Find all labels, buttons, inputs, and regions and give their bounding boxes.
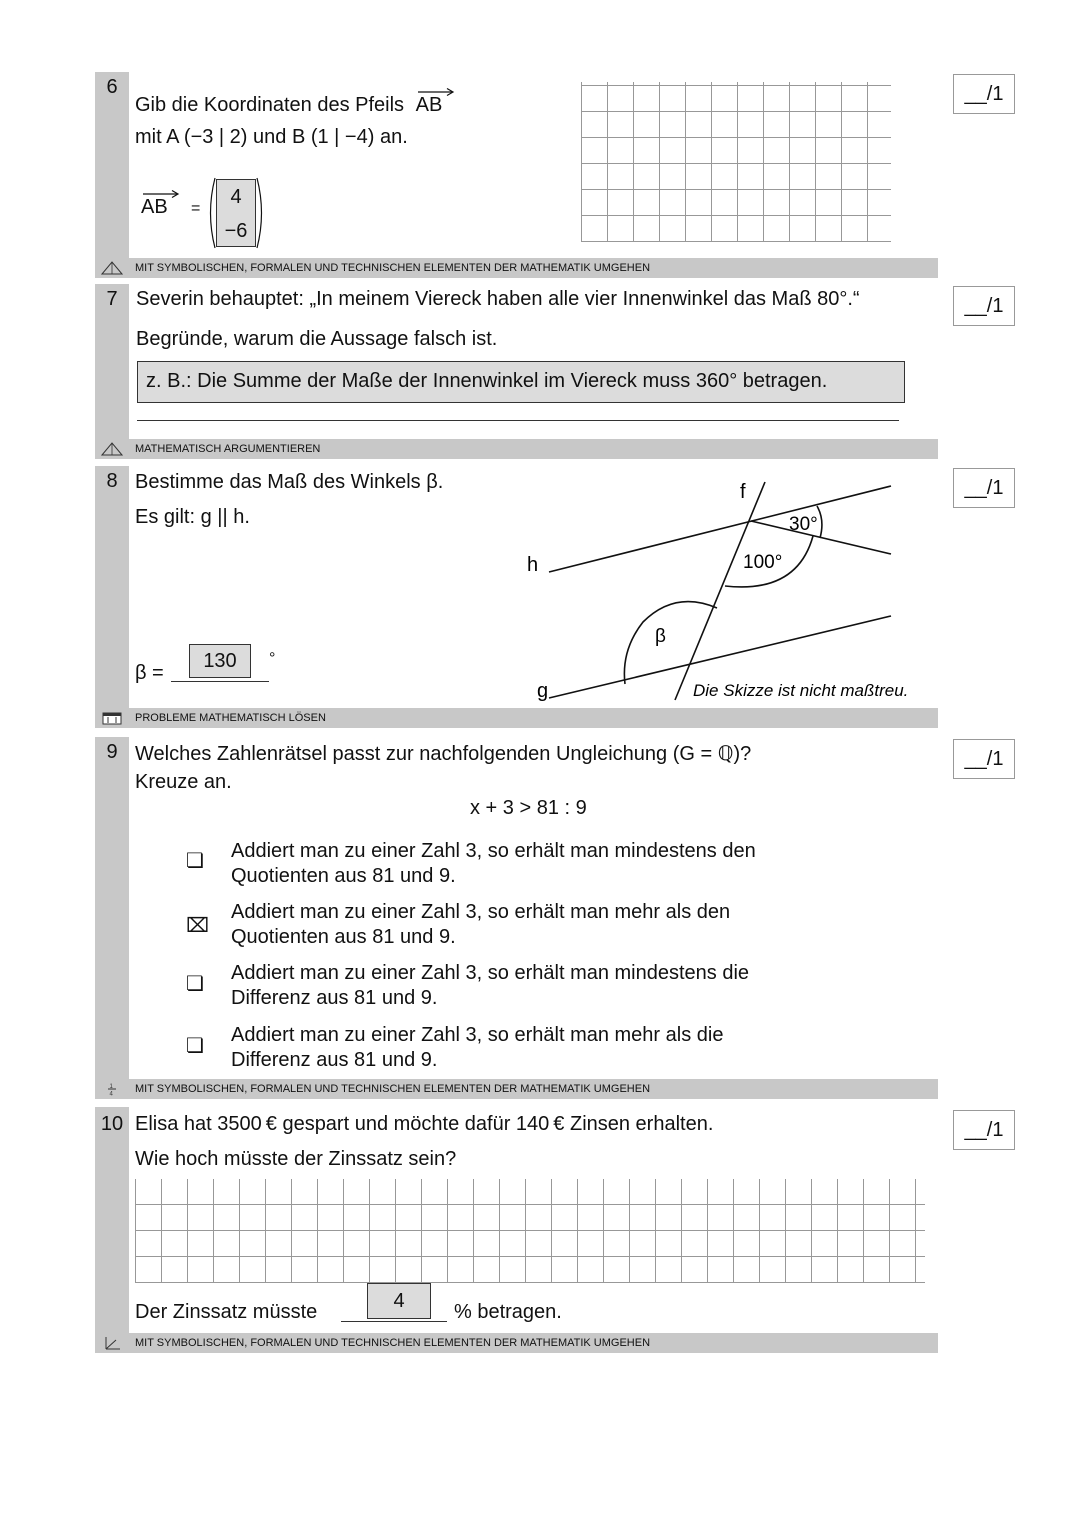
answer-suffix: % betragen. [454, 1301, 562, 1323]
score-box: __/1 [953, 74, 1015, 114]
answer-box: 4 [367, 1283, 431, 1319]
task-number: 6 [106, 76, 118, 98]
task-number-column [95, 72, 129, 258]
task-6 [95, 72, 938, 278]
line-f [675, 482, 765, 700]
option-checkbox[interactable]: ❏ [186, 850, 204, 872]
svg-text:1: 1 [109, 1084, 113, 1090]
task-text-line2: Wie hoch müsste der Zinssatz sein? [135, 1148, 457, 1170]
score-box: __/1 [953, 286, 1015, 326]
score-box: __/1 [953, 1110, 1015, 1150]
option-checkbox-checked[interactable]: ⌧ [186, 915, 210, 937]
answer-vector-label: AB [141, 196, 168, 219]
label-g: g [537, 680, 549, 702]
answer-box: 130 [189, 644, 251, 678]
answer-box: z. B.: Die Summe der Maße der Innenwinkel im Viereck muss 360° betragen. [137, 361, 905, 403]
score-box: __/1 [953, 468, 1015, 508]
task-number-column [95, 466, 129, 708]
label-angle-100: 100° [743, 552, 783, 573]
arc-30 [817, 506, 822, 538]
competence-footer: MIT SYMBOLISCHEN, FORMALEN UND TECHNISCHEN ELEMENTEN DER MATHEMATIK UMGEHEN [95, 1333, 938, 1353]
label-angle-beta: β [655, 626, 666, 647]
task-number: 10 [100, 1113, 124, 1135]
option-checkbox[interactable]: ❏ [186, 973, 204, 995]
task-text-line2: mit A (−3 | 2) und B (1 | −4) an. [135, 126, 408, 148]
label-f: f [740, 481, 746, 503]
competence-footer: MATHEMATISCH ARGUMENTIEREN [95, 439, 938, 459]
task-text-line2: Kreuze an. [135, 771, 232, 793]
vector-arrow-icon [416, 87, 456, 97]
task-8 [95, 466, 938, 728]
answer-underline [171, 681, 269, 682]
scratch-grid [581, 82, 891, 242]
option-text: Addiert man zu einer Zahl 3, so erhält man mehr als die Differenz aus 81 und 9. [231, 1024, 724, 1071]
answer-top: 4 [230, 186, 242, 208]
task-text-line1: Bestimme das Maß des Winkels β. [135, 471, 444, 493]
task-text-line1: Severin behauptet: „In meinem Viereck haben alle vier Innenwinkel das Maß 80°.“ [136, 288, 860, 310]
competence-footer: PROBLEME MATHEMATISCH LÖSEN [95, 708, 938, 728]
task-text: Gib die Koordinaten des Pfeils [135, 94, 405, 116]
answer-underline [341, 1321, 447, 1322]
competence-footer: MIT SYMBOLISCHEN, FORMALEN UND TECHNISCHEN ELEMENTEN DER MATHEMATIK UMGEHEN [95, 258, 938, 278]
score-box: __/1 [953, 739, 1015, 779]
arc-beta [624, 602, 717, 684]
diagram-note: Die Skizze ist nicht maßtreu. [693, 681, 909, 700]
option-text: Addiert man zu einer Zahl 3, so erhält man mehr als den Quotienten aus 81 und 9. [231, 901, 731, 948]
inequality: x + 3 > 81 : 9 [470, 797, 587, 819]
option-text: Addiert man zu einer Zahl 3, so erhält man mindestens den Quotienten aus 81 und 9. [231, 840, 756, 887]
option-text: Addiert man zu einer Zahl 3, so erhält man mindestens die Differenz aus 81 und 9. [231, 962, 750, 1009]
scratch-grid [135, 1179, 925, 1283]
answer-underline [137, 420, 899, 421]
task-number: 7 [106, 288, 118, 310]
task-text-line1 [135, 94, 442, 117]
equals-sign: = [191, 200, 201, 217]
line-h [549, 486, 891, 572]
degree-sign: ° [269, 650, 276, 667]
vector-label: AB [416, 94, 443, 117]
label-h: h [527, 554, 539, 576]
line-crossing [751, 521, 891, 554]
task-number: 9 [106, 741, 118, 763]
triangle-icon [101, 442, 123, 456]
task-number-column [95, 737, 129, 1079]
answer-vector-box [216, 179, 256, 247]
task-number-column [95, 1107, 129, 1333]
svg-text:4: 4 [109, 1091, 113, 1096]
axes-icon [101, 1336, 123, 1350]
task-number: 8 [106, 470, 118, 492]
puzzle-icon [101, 711, 123, 725]
answer-bottom: −6 [224, 220, 248, 242]
vector-arrow-icon [141, 189, 181, 199]
fraction-icon [101, 1082, 123, 1096]
answer-prefix: Der Zinssatz müsste [135, 1301, 318, 1323]
label-angle-30: 30° [789, 514, 818, 535]
task-text-line1: Elisa hat 3500 € gespart und möchte dafür 140 € Zinsen erhalten. [135, 1113, 714, 1135]
task-10 [95, 1107, 938, 1353]
option-checkbox[interactable]: ❏ [186, 1035, 204, 1057]
beta-label: β = [135, 662, 164, 684]
angle-diagram [525, 472, 935, 704]
task-text-line2: Begründe, warum die Aussage falsch ist. [136, 328, 498, 350]
triangle-icon [101, 261, 123, 275]
task-7 [95, 284, 938, 460]
task-text-line1: Welches Zahlenrätsel passt zur nachfolgenden Ungleichung (G = ℚ)? [135, 743, 752, 765]
competence-footer: 1 4 MIT SYMBOLISCHEN, FORMALEN UND TECHNISCHEN ELEMENTEN DER MATHEMATIK UMGEHEN [95, 1079, 938, 1099]
task-text-line2: Es gilt: g || h. [135, 506, 250, 528]
